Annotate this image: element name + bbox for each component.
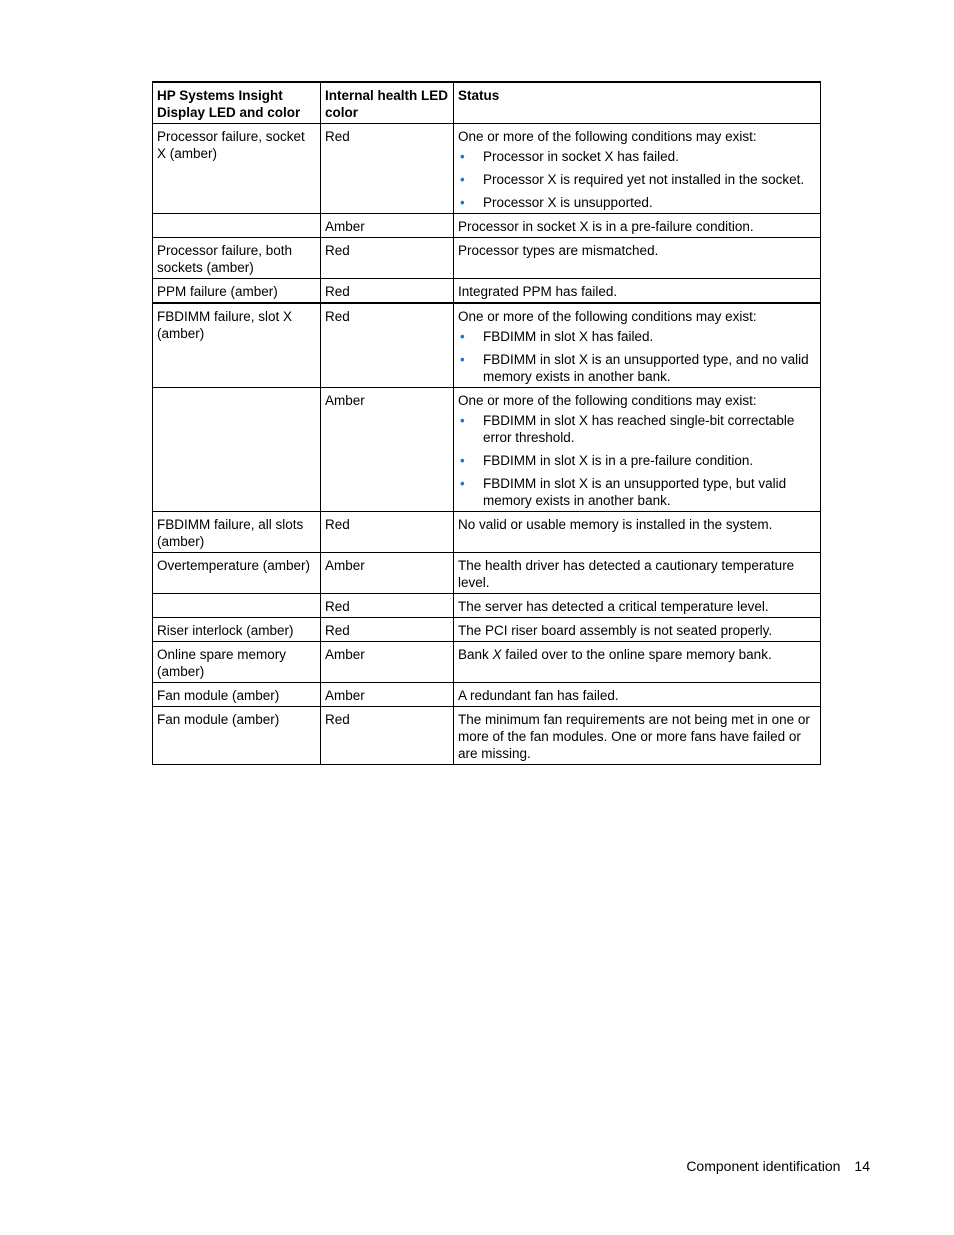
color-cell: Red	[321, 618, 454, 642]
table-row	[153, 512, 821, 553]
footer-section-title: Component identification	[686, 1158, 841, 1174]
status-cell: The PCI riser board assembly is not seated properly.	[454, 618, 821, 642]
led-cell: Processor failure, both sockets (amber)	[153, 238, 321, 279]
color-cell: Red	[321, 124, 454, 214]
status-cell	[454, 124, 821, 214]
status-cell: Processor types are mismatched.	[454, 238, 821, 279]
table-row	[153, 388, 821, 512]
status-cell: The server has detected a critical temperature level.	[454, 594, 821, 618]
table-row	[153, 683, 821, 707]
color-cell: Amber	[321, 642, 454, 683]
table-row	[153, 238, 821, 279]
status-bullet-list	[458, 148, 816, 211]
status-bullet: • Processor X is unsupported.	[458, 194, 816, 211]
status-text-variable: X	[492, 647, 502, 662]
status-cell	[454, 303, 821, 388]
status-bullet: • FBDIMM in slot X is in a pre-failure condition.	[458, 452, 816, 469]
table-row	[153, 642, 821, 683]
page-number: 14	[854, 1158, 870, 1174]
status-bullet: • FBDIMM in slot X has failed.	[458, 328, 816, 345]
status-bullet-list	[458, 412, 816, 509]
color-cell: Red	[321, 707, 454, 765]
led-cell	[153, 214, 321, 238]
table-row	[153, 279, 821, 304]
table-row	[153, 618, 821, 642]
table-row	[153, 303, 821, 388]
status-cell: The health driver has detected a cautionary temperature level.	[454, 553, 821, 594]
led-cell: Online spare memory (amber)	[153, 642, 321, 683]
table-header-row	[153, 82, 821, 124]
table-row	[153, 124, 821, 214]
status-bullet: • Processor X is required yet not installed in the socket.	[458, 171, 816, 188]
status-cell: No valid or usable memory is installed in the system.	[454, 512, 821, 553]
led-cell: FBDIMM failure, all slots (amber)	[153, 512, 321, 553]
color-cell: Red	[321, 594, 454, 618]
table-row	[153, 594, 821, 618]
color-cell: Red	[321, 279, 454, 304]
header-status: Status	[454, 82, 821, 124]
status-text: One or more of the following conditions may exist:	[458, 393, 757, 408]
color-cell: Red	[321, 512, 454, 553]
status-bullet: • FBDIMM in slot X has reached single-bit correctable error threshold.	[458, 412, 816, 446]
led-cell: Fan module (amber)	[153, 683, 321, 707]
led-cell: PPM failure (amber)	[153, 279, 321, 304]
status-cell: The minimum fan requirements are not being met in one or more of the fan modules. One or more fans have failed or are missing.	[454, 707, 821, 765]
led-cell	[153, 388, 321, 512]
status-cell: A redundant fan has failed.	[454, 683, 821, 707]
color-cell: Amber	[321, 683, 454, 707]
color-cell: Red	[321, 303, 454, 388]
status-bullet-list	[458, 328, 816, 385]
status-bullet: • Processor in socket X has failed.	[458, 148, 816, 165]
led-cell: Overtemperature (amber)	[153, 553, 321, 594]
table-row	[153, 707, 821, 765]
led-cell: FBDIMM failure, slot X (amber)	[153, 303, 321, 388]
table-row	[153, 214, 821, 238]
led-cell: Processor failure, socket X (amber)	[153, 124, 321, 214]
header-led: HP Systems Insight Display LED and color	[153, 82, 321, 124]
status-bullet: • FBDIMM in slot X is an unsupported type, and no valid memory exists in another bank.	[458, 351, 816, 385]
color-cell: Red	[321, 238, 454, 279]
status-text: One or more of the following conditions may exist:	[458, 129, 757, 144]
status-cell	[454, 388, 821, 512]
color-cell: Amber	[321, 388, 454, 512]
led-cell	[153, 594, 321, 618]
status-cell: Processor in socket X is in a pre-failure condition.	[454, 214, 821, 238]
color-cell: Amber	[321, 553, 454, 594]
color-cell: Amber	[321, 214, 454, 238]
status-text: One or more of the following conditions may exist:	[458, 309, 757, 324]
status-cell: Integrated PPM has failed.	[454, 279, 821, 304]
status-text-post: failed over to the online spare memory bank.	[501, 647, 772, 662]
led-cell: Riser interlock (amber)	[153, 618, 321, 642]
status-cell	[454, 642, 821, 683]
led-cell: Fan module (amber)	[153, 707, 321, 765]
status-bullet: • FBDIMM in slot X is an unsupported type, but valid memory exists in another bank.	[458, 475, 816, 509]
led-status-table	[152, 81, 821, 765]
header-internal-color: Internal health LED color	[321, 82, 454, 124]
table-row	[153, 553, 821, 594]
status-text-pre: Bank	[458, 647, 493, 662]
page-footer	[686, 1158, 870, 1174]
